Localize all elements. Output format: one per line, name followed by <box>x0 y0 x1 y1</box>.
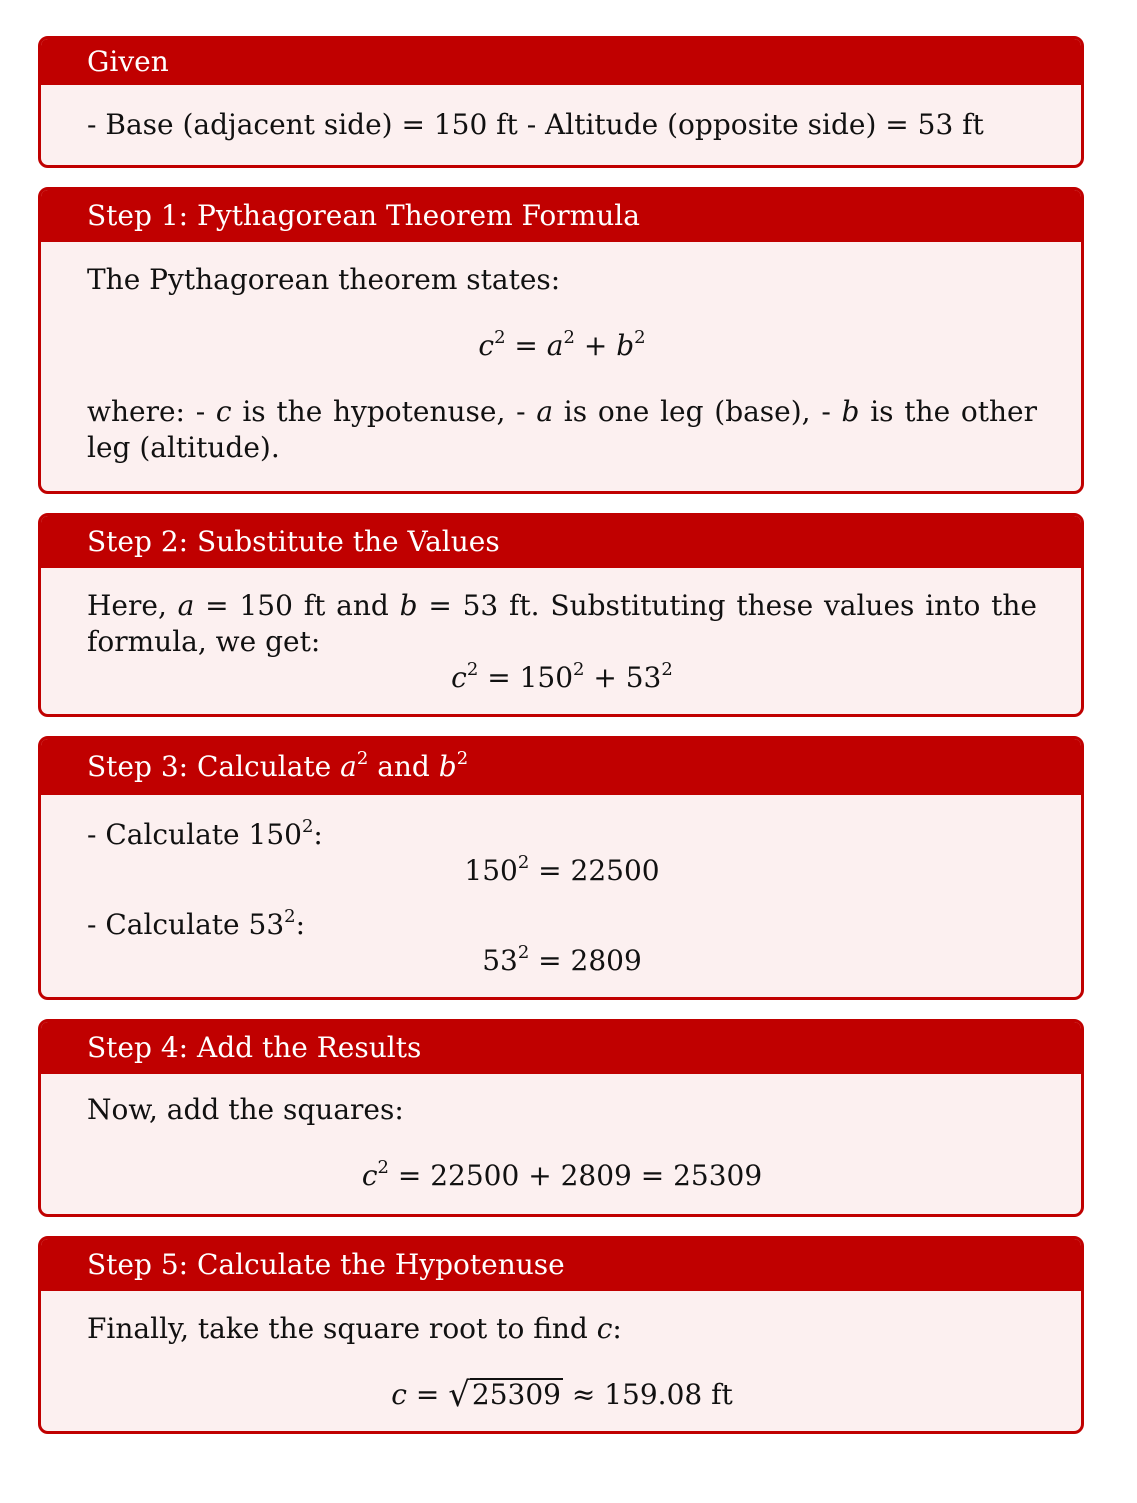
step5-title: Step 5: Calculate the Hypotenuse <box>41 1239 1081 1291</box>
step2-box <box>38 513 1084 717</box>
step1-box <box>38 187 1084 494</box>
given-box <box>38 36 1084 168</box>
step3-calc2-equation: $53^2 = 2809$ <box>482 941 642 977</box>
step3-calc1-label: - Calculate $150^2$: <box>87 815 323 851</box>
step1-where: where: - c is the hypotenuse, - a is one leg (base), - b is the other leg (altitude). <box>87 395 1037 464</box>
step5-equation: c = √25309 ≈ 159.08 ft <box>391 1375 733 1415</box>
step4-box <box>38 1019 1084 1217</box>
step1-intro: The Pythagorean theorem states: <box>87 263 561 296</box>
given-text: - Base (adjacent side) = 150 ft - Altitude (opposite side) = 53 ft <box>87 108 984 141</box>
square-root-icon: √ <box>448 1375 470 1415</box>
given-title: Given <box>41 39 1081 85</box>
step2-equation: $c^2 = 150^2 + 53^2$ <box>451 658 673 694</box>
step3-box <box>38 736 1084 1000</box>
step4-title: Step 4: Add the Results <box>41 1022 1081 1074</box>
step1-equation: $c^2 = a^2 + b^2$ <box>478 326 646 362</box>
step3-calc1-equation: $150^2 = 22500$ <box>464 851 660 887</box>
step4-intro: Now, add the squares: <box>87 1093 404 1126</box>
step3-title: Step 3: Calculate $a^2$ and $b^2$ <box>41 739 1081 795</box>
step5-box <box>38 1236 1084 1434</box>
radicand: 25309 <box>471 1378 561 1411</box>
step3-calc2-label: - Calculate $53^2$: <box>87 905 306 941</box>
step4-equation: $c^2 = 22500 + 2809 = 25309$ <box>361 1156 763 1192</box>
step2-text: Here, a = 150 ft and b = 53 ft. Substituting these values into the formula, we get: <box>87 589 1037 658</box>
step5-intro: Finally, take the square root to find c: <box>87 1312 622 1345</box>
step1-title: Step 1: Pythagorean Theorem Formula <box>41 190 1081 242</box>
step2-title: Step 2: Substitute the Values <box>41 516 1081 568</box>
